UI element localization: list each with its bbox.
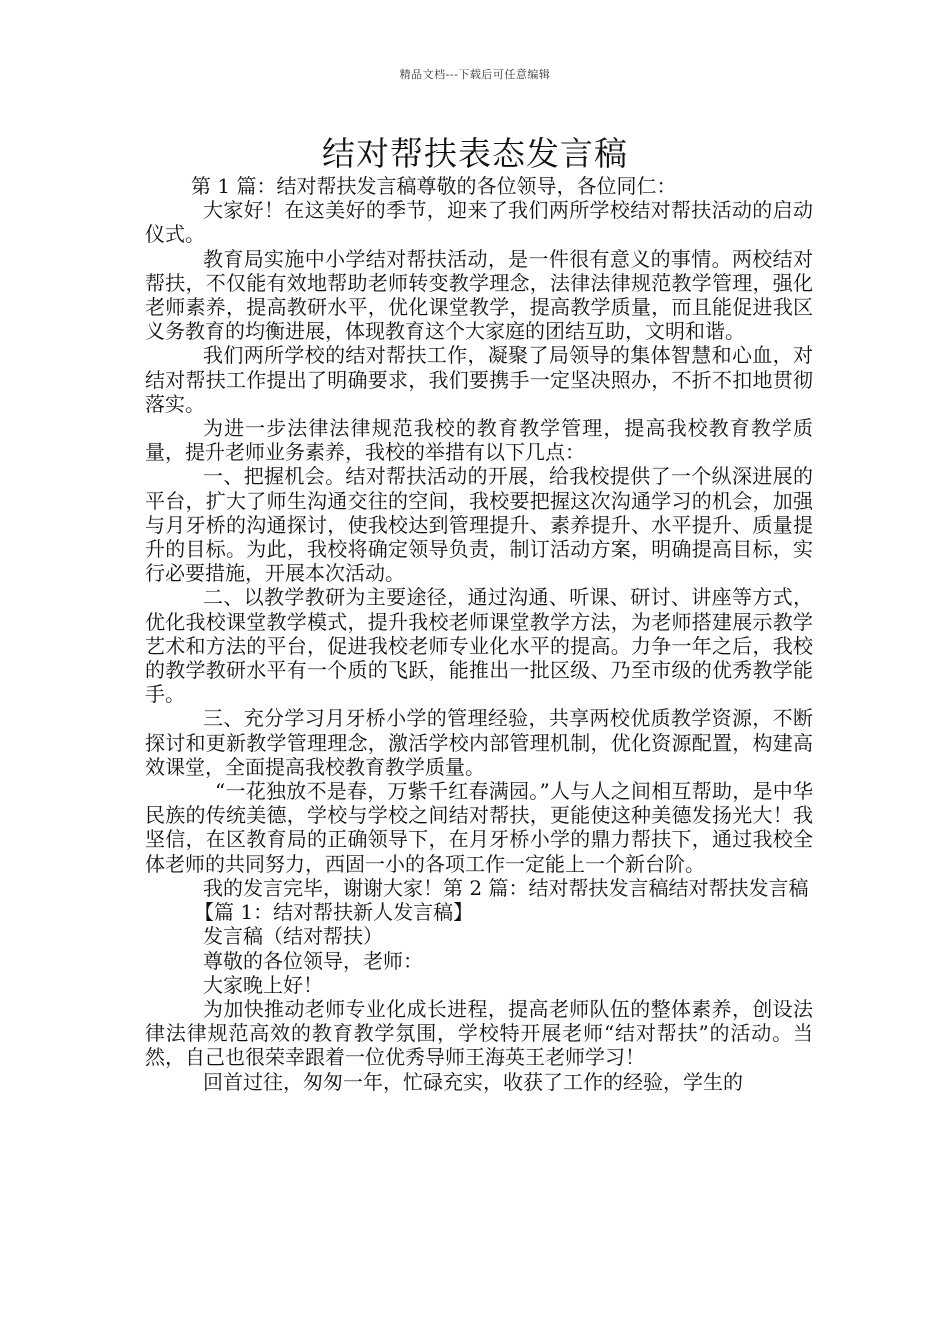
paragraph: 三、充分学习月牙桥小学的管理经验，共享两校优质教学资源，不断探讨和更新教学管理理念，激活学校内部管理机制，优化资源配置，构建高效课堂，全面提高我校教育教学质量。 [145, 706, 813, 779]
paragraph: 二、以教学教研为主要途径，通过沟通、听课、研讨、讲座等方式，优化我校课堂教学模式，提升我校老师课堂教学方法，为老师搭建展示教学艺术和方法的平台，促进我校老师专业化水平的提高。力争一年之后，我校的教学教研水平有一个质的飞跃，能推出一批区级、乃至市级的优秀教学能手。 [145, 585, 813, 707]
paragraph: 大家好！在这美好的季节，迎来了我们两所学校结对帮扶活动的启动仪式。 [145, 198, 813, 247]
paragraph: 大家晚上好！ [203, 972, 323, 997]
section-heading: 【篇 1：结对帮扶新人发言稿】 [194, 900, 474, 925]
document-title: 结对帮扶表态发言稿 [322, 134, 628, 173]
paragraph: 教育局实施中小学结对帮扶活动，是一件很有意义的事情。两校结对帮扶，不仅能有效地帮助老师转变教学理念，法律法律规范教学管理，强化老师素养，提高教研水平，优化课堂教学，提高教学质量，而且能促进我区义务教育的均衡进展，体现教育这个大家庭的团结互助，文明和谐。 [145, 246, 813, 344]
paragraph: 为进一步法律法律规范我校的教育教学管理，提高我校教育教学质量，提升老师业务素养，我校的举措有以下几点： [145, 416, 813, 465]
paragraph: 尊敬的各位领导，老师： [203, 948, 423, 973]
paragraph: 我们两所学校的结对帮扶工作，凝聚了局领导的集体智慧和心血，对结对帮扶工作提出了明确要求，我们要携手一定坚决照办，不折不扣地贯彻落实。 [145, 343, 813, 416]
paragraph: 为加快推动老师专业化成长进程，提高老师队伍的整体素养，创设法律法律规范高效的教育教学氛围，学校特开展老师“结对帮扶”的活动。当然，自己也很荣幸跟着一位优秀导师王海英王老师学习！ [145, 996, 813, 1070]
paragraph-quote: “一花独放不是春，万紫千红春满园。”人与人之间相互帮助，是中华民族的传统美德，学校与学校之间结对帮扶，更能使这种美德发扬光大！我坚信，在区教育局的正确领导下，在月牙桥小学的鼎力帮扶下，通过我校全体老师的共同努力，西固一小的各项工作一定能上一个新台阶。 [145, 779, 813, 876]
document-body [145, 174, 813, 1094]
header-note: 精品文档---下载后可任意编辑 [399, 68, 551, 81]
paragraph: 回首过往，匆匆一年，忙碌充实，收获了工作的经验，学生的 [203, 1069, 743, 1094]
paragraph: 一、把握机会。结对帮扶活动的开展，给我校提供了一个纵深进展的平台，扩大了师生沟通交往的空间，我校要把握这次沟通学习的机会，加强与月牙桥的沟通探讨，使我校达到管理提升、素养提升、水平提升、质量提升的目标。为此，我校将确定领导负责，制订活动方案，明确提高目标，实行必要措施，开展本次活动。 [145, 464, 813, 586]
paragraph: 我的发言完毕，谢谢大家！第 2 篇：结对帮扶发言稿结对帮扶发言稿 [203, 875, 809, 900]
paragraph: 发言稿（结对帮扶） [203, 924, 383, 949]
paragraph-intro-heading: 第 1 篇：结对帮扶发言稿尊敬的各位领导，各位同仁： [191, 174, 677, 198]
